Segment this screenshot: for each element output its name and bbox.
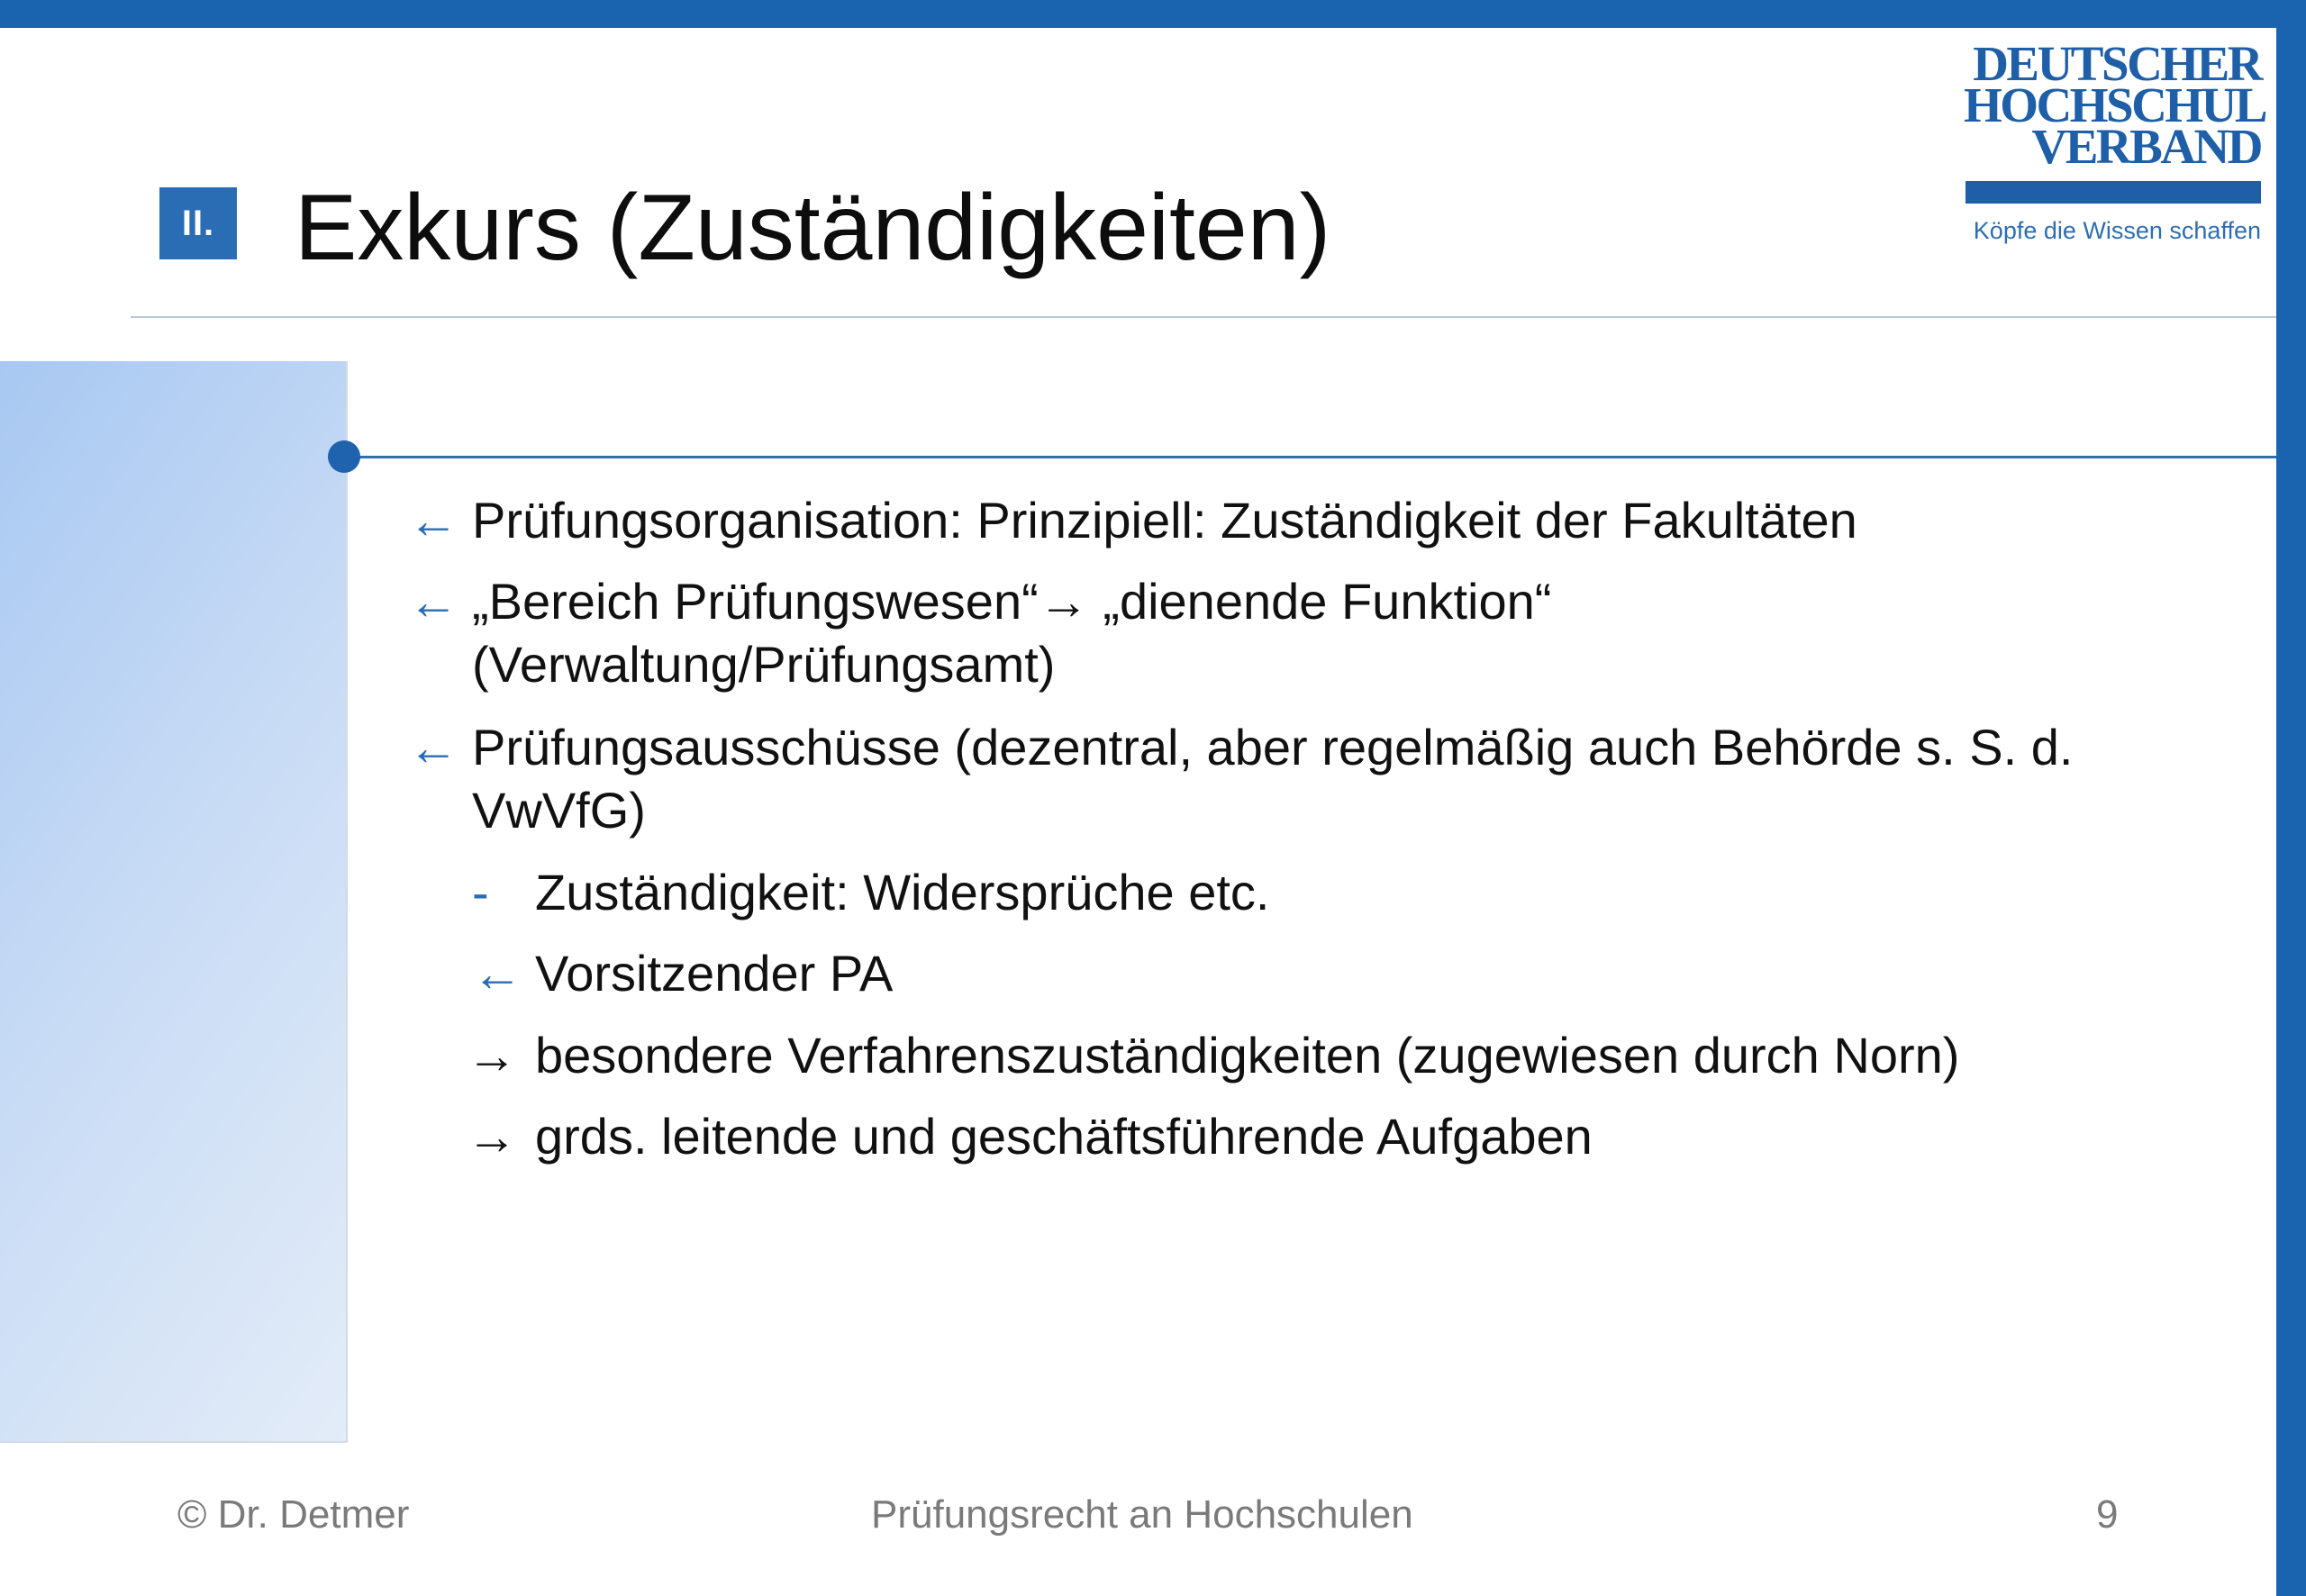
arrow-left-icon: ← <box>408 492 458 549</box>
footer-copyright: © Dr. Detmer <box>177 1492 410 1537</box>
list-item-text: Zuständigkeit: Widersprüche etc. <box>535 864 1270 920</box>
slide-title: Exkurs (Zuständigkeiten) <box>295 176 1331 280</box>
list-item-text: „Bereich Prüfungswesen“→ „dienende Funktion“ <box>472 573 1552 630</box>
list-item-text: Prüfungsorganisation: Prinzipiell: Zuständigkeit der Fakultäten <box>472 492 1857 549</box>
logo-tagline: Köpfe die Wissen schaffen <box>1973 217 2261 244</box>
logo-line-3: VERBAND <box>2031 119 2261 174</box>
footer-page-number: 9 <box>2096 1492 2119 1537</box>
logo-line-1: DEUTSCHER <box>1973 36 2261 91</box>
list-item-text: grds. leitende und geschäftsführende Aufgaben <box>535 1108 1593 1165</box>
list-item-text-continued: VwVfG) <box>472 782 646 839</box>
section-badge: II. <box>159 187 237 259</box>
list-item-text: Vorsitzender PA <box>535 945 894 1002</box>
arrow-left-icon: ← <box>472 945 522 1002</box>
list-item-text: Prüfungsausschüsse (dezentral, aber regelmäßig auch Behörde s. S. d. <box>472 719 2074 775</box>
arrow-left-icon: ← <box>408 573 458 630</box>
logo-line-2: HOCHSCHUL <box>1964 77 2266 132</box>
right-accent-bar <box>2276 0 2306 1596</box>
dash-icon: - <box>472 864 489 920</box>
arrow-left-icon: ← <box>408 719 458 775</box>
list-item-text: besondere Verfahrenszuständigkeiten (zugewiesen durch Norn) <box>535 1027 1960 1084</box>
arrow-right-icon: → <box>467 1027 517 1084</box>
arrow-right-icon: → <box>467 1108 517 1165</box>
list-item-text-continued: (Verwaltung/Prüfungsamt) <box>472 636 1056 693</box>
footer-title: Prüfungsrecht an Hochschulen <box>871 1492 1413 1537</box>
